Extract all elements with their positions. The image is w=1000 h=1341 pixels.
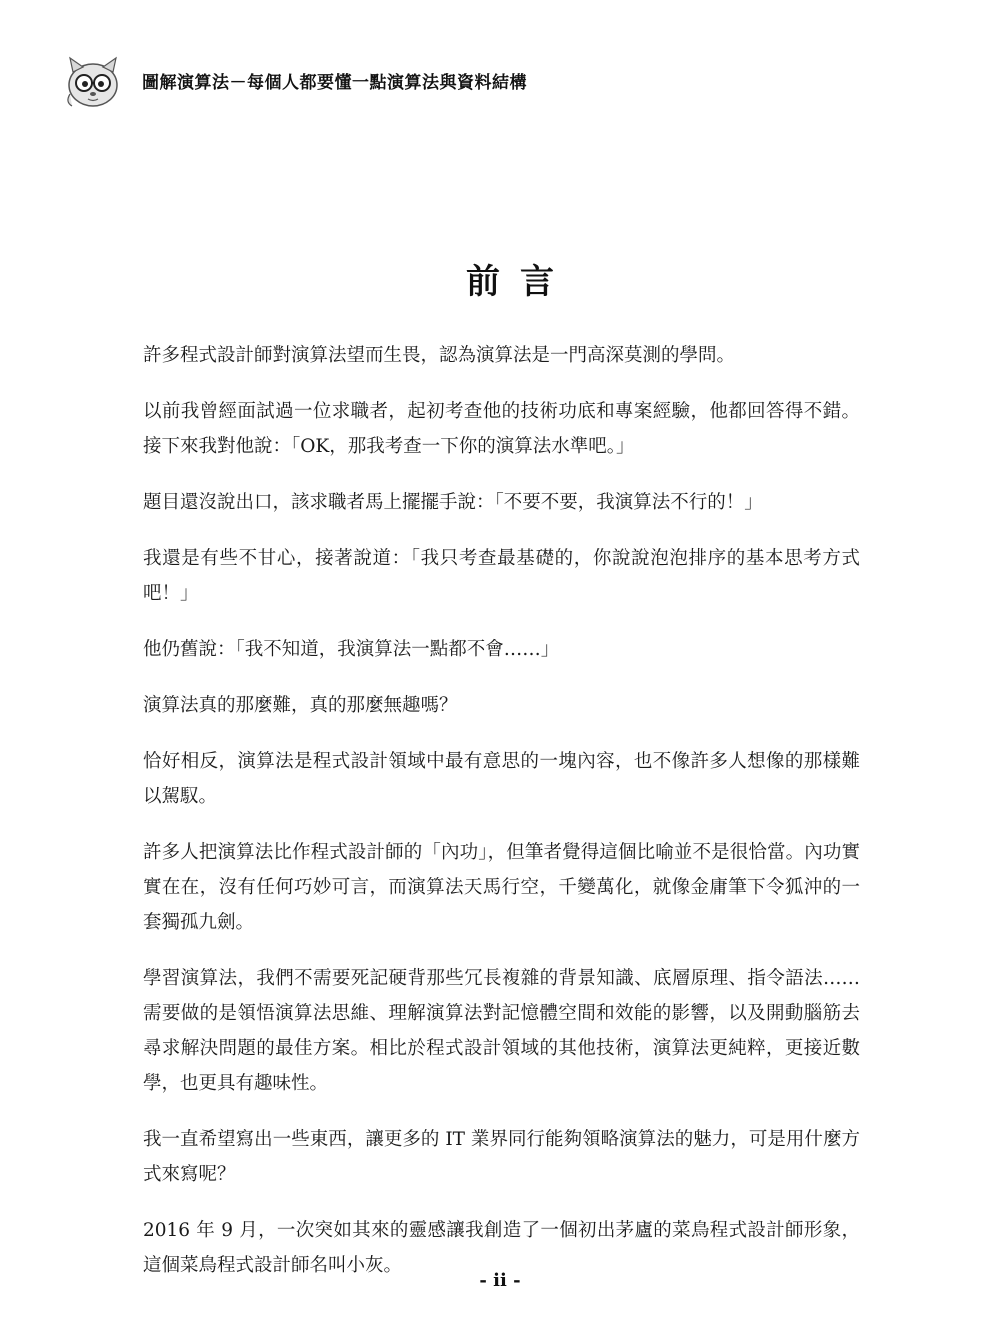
page-header (62, 52, 942, 112)
paragraph: 我一直希望寫出一些東西，讓更多的 IT 業界同行能夠領略演算法的魅力，可是用什麼方式來寫呢？ (143, 1129, 860, 1185)
paragraph: 許多程式設計師對演算法望而生畏，認為演算法是一門高深莫測的學問。 (143, 345, 736, 366)
paragraph: 2016 年 9 月，一次突如其來的靈感讓我創造了一個初出茅廬的菜鳥程式設計師形象，這個菜鳥程式設計師名叫小灰。 (143, 1220, 860, 1276)
page-number: - ii - (479, 1270, 521, 1291)
paragraph: 題目還沒說出口，該求職者馬上擺擺手說：「不要不要，我演算法不行的！」 (143, 492, 763, 513)
paragraph: 許多人把演算法比作程式設計師的「內功」，但筆者覺得這個比喻並不是很恰當。內功實實在在，沒有任何巧妙可言，而演算法天馬行空，千變萬化，就像金庸筆下令狐沖的一套獨孤九劍。 (143, 842, 860, 933)
book-title: 圖解演算法－每個人都要懂一點演算法與資料結構 (142, 73, 527, 93)
paragraph: 學習演算法，我們不需要死記硬背那些冗長複雜的背景知識、底層原理、指令語法……需要做的是領悟演算法思維、理解演算法對記憶體空間和效能的影響，以及開動腦筋去尋求解決問題的最佳方案。相比於程式設計領域的其他技術，演算法更純粹，更接近數學，也更具有趣味性。 (143, 968, 860, 1094)
paragraph: 我還是有些不甘心，接著說道：「我只考查最基礎的，你說說泡泡排序的基本思考方式吧！」 (143, 548, 860, 604)
paragraph: 恰好相反，演算法是程式設計領域中最有意思的一塊內容，也不像許多人想像的那樣難以駕馭。 (143, 751, 860, 807)
body-text (143, 338, 860, 1304)
mascot-icon (62, 52, 124, 110)
paragraph: 他仍舊說：「我不知道，我演算法一點都不會……」 (143, 639, 560, 660)
paragraph: 以前我曾經面試過一位求職者，起初考查他的技術功底和專案經驗，他都回答得不錯。接下來我對他說：「OK，那我考查一下你的演算法水準吧。」 (143, 401, 860, 457)
paragraph: 演算法真的那麼難，真的那麼無趣嗎？ (143, 695, 458, 716)
page-heading: 前言 (466, 262, 574, 302)
